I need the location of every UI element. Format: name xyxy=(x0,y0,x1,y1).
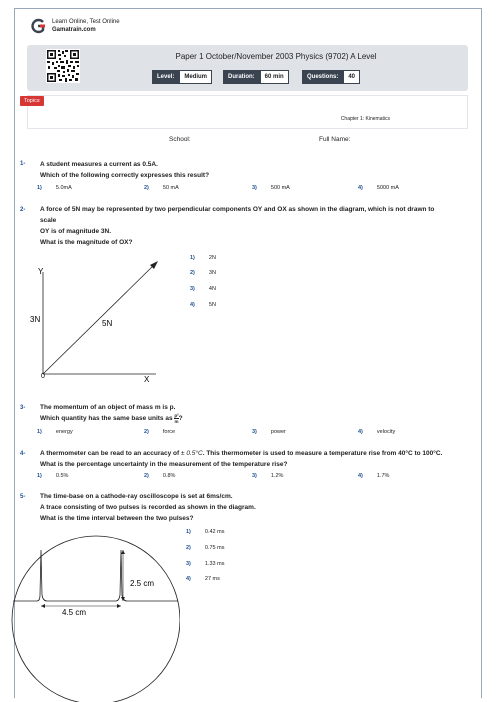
option[interactable] xyxy=(37,429,73,435)
option-number: 4) xyxy=(358,429,363,435)
question-text xyxy=(40,448,474,470)
option[interactable] xyxy=(190,270,216,276)
gamatrain-logo-icon xyxy=(30,18,46,34)
question-number: 3- xyxy=(20,405,26,411)
option[interactable] xyxy=(190,286,216,292)
question-line: What is the percentage uncertainty in the measurement of the temperature rise? xyxy=(40,461,288,468)
option-text: 0.8% xyxy=(162,473,176,479)
option-text: force xyxy=(162,429,176,435)
option-text: 27 ms xyxy=(204,576,220,582)
option-number: 2) xyxy=(144,429,149,435)
qr-code-icon xyxy=(46,49,80,83)
brand-domain[interactable]: Gamatrain.com xyxy=(52,27,96,33)
option[interactable] xyxy=(37,185,72,191)
force-diagram xyxy=(28,258,168,388)
question-line: Which of the following correctly expresses this result? xyxy=(40,172,210,179)
option-text: 1.2% xyxy=(270,473,284,479)
meta-questions-label: Questions: xyxy=(302,70,343,84)
x-label: X xyxy=(144,375,150,384)
resultant-arrow xyxy=(43,264,155,374)
question-line-text: A thermometer can be read to an accuracy of xyxy=(40,450,180,457)
option[interactable] xyxy=(186,576,220,582)
question-line: What is the time interval between the two pulses? xyxy=(40,515,194,522)
option[interactable] xyxy=(186,529,224,535)
question-line-text: Which quantity has the same base units as xyxy=(40,415,173,423)
arrow-head-icon xyxy=(117,604,121,608)
question-line: A student measures a current as 0.5A. xyxy=(40,161,158,168)
width-label: 4.5 cm xyxy=(62,608,87,617)
option-number: 1) xyxy=(37,185,42,191)
chapter-label: Chapter 1: Kinematics xyxy=(340,116,390,122)
oscilloscope-diagram xyxy=(0,524,180,702)
option-text: 0.75 ms xyxy=(204,545,225,551)
option-text: 1.33 ms xyxy=(204,561,225,567)
brand[interactable] xyxy=(30,18,120,34)
option-number: 3) xyxy=(190,286,195,292)
option-text: 0.42 ms xyxy=(204,529,225,535)
option-text: 0.5% xyxy=(55,473,69,479)
option[interactable] xyxy=(186,545,224,551)
meta-level-value: Medium xyxy=(179,70,212,84)
option[interactable] xyxy=(144,473,175,479)
option[interactable] xyxy=(37,473,68,479)
question-line xyxy=(40,448,474,459)
meta-duration-label: Duration: xyxy=(223,70,260,84)
question-number: 1- xyxy=(20,161,26,167)
question-text xyxy=(40,491,474,524)
option-number: 4) xyxy=(358,185,363,191)
fullname-field-label: Full Name: xyxy=(319,136,351,143)
screen-outline xyxy=(12,536,180,702)
question-text xyxy=(40,402,474,424)
option[interactable] xyxy=(144,429,175,435)
question-line: What is the magnitude of OX? xyxy=(40,239,133,246)
paper-title: Paper 1 October/November 2003 Physics (9702) A Level xyxy=(175,52,377,61)
option-text: 1.7% xyxy=(376,473,390,479)
question-line: The momentum of an object of mass m is p. xyxy=(40,404,176,411)
fraction-denominator: m xyxy=(174,419,179,424)
option-number: 4) xyxy=(358,473,363,479)
option-number: 2) xyxy=(186,545,191,551)
option-text: 50 mA xyxy=(162,185,179,191)
option[interactable] xyxy=(186,561,224,567)
option-number: 3) xyxy=(252,185,257,191)
option-number: 2) xyxy=(144,185,149,191)
option[interactable] xyxy=(358,473,389,479)
topics-tag[interactable]: Topics xyxy=(20,96,44,106)
option-number: 4) xyxy=(190,302,195,308)
option-number: 1) xyxy=(37,429,42,435)
option-text: 2N xyxy=(208,255,216,261)
meta-level-label: Level: xyxy=(152,70,179,84)
question-line-text: . This thermometer is used to measure a temperature rise from 40°C to 100°C. xyxy=(202,450,443,457)
question-text xyxy=(40,159,474,181)
option[interactable] xyxy=(252,185,290,191)
option-text: 3N xyxy=(208,270,216,276)
option-text: 5000 mA xyxy=(376,185,399,191)
arrow-head-icon xyxy=(41,604,45,608)
option[interactable] xyxy=(190,302,216,308)
question-line: OY is of magnitude 3N. xyxy=(40,228,112,235)
y-label: Y xyxy=(38,267,44,276)
brand-tagline: Learn Online, Test Online xyxy=(52,19,120,25)
meta-duration xyxy=(223,70,289,84)
option-text: 4N xyxy=(208,286,216,292)
question-line: A force of 5N may be represented by two perpendicular components OY and OX as shown in the diagram, which is not drawn to xyxy=(40,206,435,213)
option[interactable] xyxy=(358,185,399,191)
meta-duration-value: 60 min xyxy=(260,70,289,84)
question-text xyxy=(40,204,474,248)
meta-questions xyxy=(302,70,360,84)
topics-panel xyxy=(27,95,468,129)
option-number: 3) xyxy=(252,429,257,435)
option-number: 3) xyxy=(186,561,191,567)
option-text: 5N xyxy=(208,302,216,308)
meta-level xyxy=(152,70,212,84)
option[interactable] xyxy=(252,473,283,479)
arrow-head-icon xyxy=(121,550,125,554)
option-number: 2) xyxy=(190,270,195,276)
fraction xyxy=(174,413,178,424)
hyp-label: 5N xyxy=(102,319,113,328)
school-field-label: School: xyxy=(169,136,191,143)
height-label: 2.5 cm xyxy=(130,579,155,588)
option-text: power xyxy=(270,429,286,435)
question-number: 4- xyxy=(20,451,26,457)
side-label: 3N xyxy=(30,315,41,324)
option-number: 1) xyxy=(190,255,195,261)
option-text: energy xyxy=(55,429,73,435)
question-line: Which quantity has the same base units as $\frac{\text{p²}}{m}$ ? xyxy=(40,413,183,424)
option[interactable] xyxy=(252,429,286,435)
meta-questions-value: 40 xyxy=(343,70,360,84)
option-number: 2) xyxy=(144,473,149,479)
question-line: A trace consisting of two pulses is recorded as shown in the diagram. xyxy=(40,504,256,511)
option-number: 1) xyxy=(186,529,191,535)
option-text: 500 mA xyxy=(270,185,290,191)
option-number: 3) xyxy=(252,473,257,479)
fraction-numerator: p² xyxy=(174,413,179,418)
question-number: 5- xyxy=(20,494,26,500)
option[interactable] xyxy=(190,255,216,261)
option[interactable] xyxy=(144,185,179,191)
origin-label: 0 xyxy=(41,373,45,380)
accuracy-math: ± 0.5°C xyxy=(181,450,203,457)
option-text: 5.0mA xyxy=(55,185,72,191)
option-number: 4) xyxy=(186,576,191,582)
option[interactable] xyxy=(358,429,395,435)
question-number: 2- xyxy=(20,207,26,213)
pulse-trace xyxy=(13,550,178,601)
option-number: 1) xyxy=(37,473,42,479)
question-line: scale xyxy=(40,217,57,224)
question-line: The time-base on a cathode-ray oscilloscope is set at 6ms/cm. xyxy=(40,493,233,500)
option-text: velocity xyxy=(376,429,396,435)
